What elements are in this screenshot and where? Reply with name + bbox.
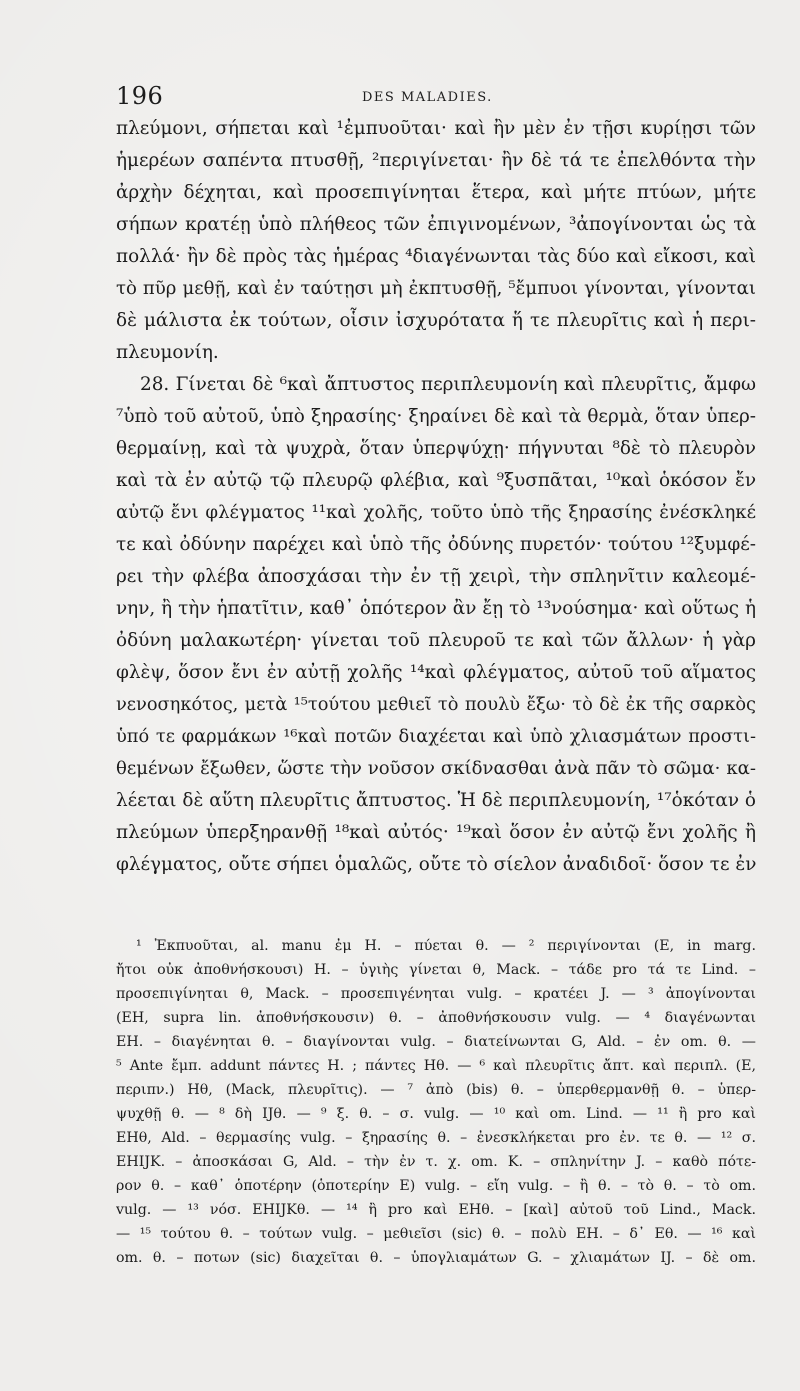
footnote-line: vulg. — ¹³ νόσ. EHIJKθ. — ¹⁴ ἢ pro καὶ EHθ. – [καὶ] αὐτοῦ τοῦ Lind., Mack.	[116, 1202, 756, 1218]
footnote-line: ρον θ. – καθ᾽ ὁποτέρην (ὁποτερίην E) vulg. – εἴη vulg. – ἢ θ. – τὸ θ. – τὸ om.	[116, 1178, 756, 1194]
text-line: ὀδύνη μαλακωτέρη· γίνεται τοῦ πλευροῦ τε καὶ τῶν ἄλλων· ἡ γὰρ	[116, 630, 756, 651]
footnote-line: EH. – διαγένηται θ. – διαγίνονται vulg. – διατείνωνται G, Ald. – ἐν om. θ. —	[116, 1034, 756, 1050]
text-line: αὐτῷ ἔνι φλέγματος ¹¹καὶ χολῆς, τοῦτο ὑπὸ τῆς ξηρασίης ἐνέσκληκέ	[116, 502, 756, 523]
text-line: ὑπό τε φαρμάκων ¹⁶καὶ ποτῶν διαχέεται καὶ ὑπὸ χλιασμάτων προστι-	[116, 726, 756, 747]
text-line: πλεύμων ὑπερξηρανθῇ ¹⁸καὶ αὐτός· ¹⁹καὶ ὅσον ἐν αὐτῷ ἔνι χολῆς ἢ	[116, 822, 756, 843]
text-line: πλευμονίη.	[116, 342, 219, 363]
running-head: DES MALADIES.	[362, 90, 493, 105]
text-line: ρει τὴν φλέβα ἀποσχάσαι τὴν ἐν τῇ χειρὶ, τὴν σπληνῖτιν καλεομέ-	[116, 566, 756, 587]
footnote-line: ¹ Ἐκπυοῦται, al. manu ἐμ H. – πύεται θ. — ² περιγίνονται (E, in marg.	[136, 938, 756, 954]
footnote-line: ψυχθῇ θ. — ⁸ δὴ IJθ. — ⁹ ξ. θ. – σ. vulg. — ¹⁰ καὶ om. Lind. — ¹¹ ἢ pro καὶ	[116, 1106, 756, 1122]
footnote-line: om. θ. – ποτων (sic) διαχεῖται θ. – ὑπογλιαμάτων G. – χλιαμάτων IJ. – δὲ om.	[116, 1250, 756, 1266]
text-line: σήπων κρατέῃ ὑπὸ πλήθεος τῶν ἐπιγινομένων, ³ἀπογίνονται ὡς τὰ	[116, 214, 756, 235]
text-line: τε καὶ ὀδύνην παρέχει καὶ ὑπὸ τῆς ὀδύνης πυρετόν· τούτου ¹²ξυμφέ-	[116, 534, 756, 555]
text-line: φλὲψ, ὅσον ἔνι ἐν αὐτῇ χολῆς ¹⁴καὶ φλέγματος, αὐτοῦ τοῦ αἵματος	[116, 662, 756, 683]
main-text	[116, 113, 756, 881]
footnote-line: — ¹⁵ τούτου θ. – τούτων vulg. – μεθιεῖσι (sic) θ. – πολὺ EH. – δ᾽ Eθ. — ¹⁶ καὶ	[116, 1226, 756, 1242]
text-line: λέεται δὲ αὕτη πλευρῖτις ἄπτυστος. Ἡ δὲ περιπλευμονίη, ¹⁷ὁκόταν ὁ	[116, 790, 756, 811]
text-line: φλέγματος, οὔτε σήπει ὁμαλῶς, οὔτε τὸ σίελον ἀναδιδοῖ· ὅσον τε ἐν	[116, 854, 756, 875]
footnote-line: ⁵ Ante ἔμπ. addunt πάντες H. ; πάντες Hθ. — ⁶ καὶ πλευρῖτις ἄπτ. καὶ περιπλ. (E,	[116, 1058, 756, 1074]
text-line: νην, ἢ τὴν ἡπατῖτιν, καθ᾽ ὁπότερον ἂν ἔῃ τὸ ¹³νούσημα· καὶ οὕτως ἡ	[116, 598, 756, 619]
footnote-line: περιπν.) Hθ, (Mack, πλευρῖτις). — ⁷ ἀπὸ (bis) θ. – ὑπερθερμανθῇ θ. – ὑπερ-	[116, 1082, 756, 1098]
footnote-line: EHIJK. – ἀποσκάσαι G, Ald. – τὴν ἐν τ. χ. om. K. – σπληνίτην J. – καθὸ πότε-	[116, 1154, 756, 1170]
footnote-line: ἤτοι οὐκ ἀποθνήσκουσι) H. – ὑγιὴς γίνεται θ, Mack. – τάδε pro τά τε Lind. –	[116, 962, 756, 978]
text-line: πλεύμονι, σήπεται καὶ ¹ἐμπυοῦται· καὶ ἢν μὲν ἐν τῇσι κυρίῃσι τῶν	[116, 118, 756, 139]
text-line: ⁷ὑπὸ τοῦ αὐτοῦ, ὑπὸ ξηρασίης· ξηραίνει δὲ καὶ τὰ θερμὰ, ὅταν ὑπερ-	[116, 406, 756, 427]
footnote-line: προσεπιγίνηται θ, Mack. – προσεπιγένηται vulg. – κρατέει J. — ³ ἀπογίνονται	[116, 986, 756, 1002]
page-header	[116, 82, 756, 112]
text-line: τὸ πῦρ μεθῇ, καὶ ἐν ταύτῃσι μὴ ἐκπτυσθῇ, ⁵ἔμπυοι γίνονται, γίνονται	[116, 278, 756, 299]
text-line: πολλά· ἢν δὲ πρὸς τὰς ἡμέρας ⁴διαγένωνται τὰς δύο καὶ εἴκοσι, καὶ	[116, 246, 756, 267]
page-number: 196	[116, 82, 164, 110]
text-line: καὶ τὰ ἐν αὐτῷ τῷ πλευρῷ φλέβια, καὶ ⁹ξυσπᾶται, ¹⁰καὶ ὁκόσον ἔν	[116, 470, 756, 491]
text-line: θεμένων ἔξωθεν, ὥστε τὴν νοῦσον σκίδνασθαι ἀνὰ πᾶν τὸ σῶμα· κα-	[116, 758, 756, 779]
text-line: ἡμερέων σαπέντα πτυσθῇ, ²περιγίνεται· ἢν δὲ τά τε ἐπελθόντα τὴν	[116, 150, 756, 171]
section-28-start: 28. Γίνεται δὲ ⁶καὶ ἄπτυστος περιπλευμονίη καὶ πλευρῖτις, ἄμφω	[140, 374, 756, 395]
text-line: θερμαίνῃ, καὶ τὰ ψυχρὰ, ὅταν ὑπερψύχῃ· πήγνυται ⁸δὲ τὸ πλευρὸν	[116, 438, 756, 459]
footnote-line: (EH, supra lin. ἀποθνήσκουσιν) θ. – ἀποθνήσκουσιν vulg. — ⁴ διαγένωνται	[116, 1010, 756, 1026]
text-line: νενοσηκότος, μετὰ ¹⁵τούτου μεθιεῖ τὸ πουλὺ ἔξω· τὸ δὲ ἐκ τῆς σαρκὸς	[116, 694, 756, 715]
text-line: ἀρχὴν δέχηται, καὶ προσεπιγίνηται ἕτερα, καὶ μήτε πτύων, μήτε	[116, 182, 756, 203]
footnotes	[116, 934, 756, 1270]
footnote-line: EHθ, Ald. – θερμασίης vulg. – ξηρασίης θ. – ἐνεσκλήκεται pro ἐν. τε θ. — ¹² σ.	[116, 1130, 756, 1146]
text-line: δὲ μάλιστα ἐκ τούτων, οἷσιν ἰσχυρότατα ἥ τε πλευρῖτις καὶ ἡ περι-	[116, 310, 756, 331]
